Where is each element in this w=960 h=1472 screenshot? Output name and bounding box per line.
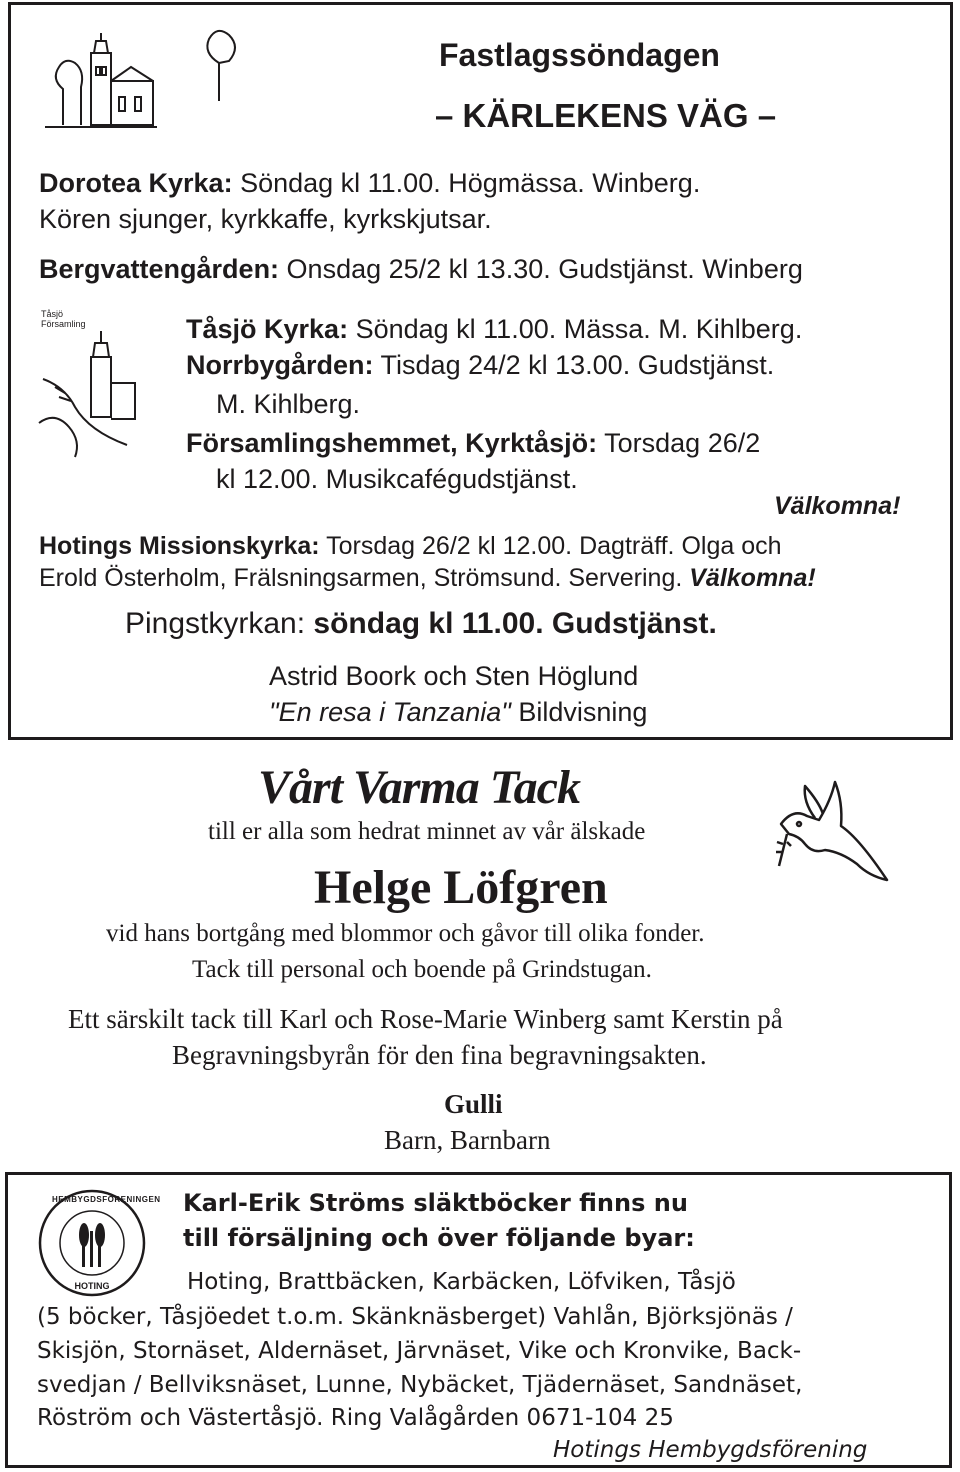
event-subtitle: – KÄRLEKENS VÄG – <box>435 97 777 134</box>
books-signature: Hotings Hembygdsförening <box>553 1437 868 1463</box>
thanks-line3: Tack till personal och boende på Grindstugan. <box>192 956 652 983</box>
dove-icon <box>775 780 895 890</box>
pingst-speakers: Astrid Boork och Sten Höglund <box>269 661 639 691</box>
valkomna-tasjo: Välkomna! <box>774 492 901 520</box>
signer-name: Gulli <box>444 1089 503 1119</box>
forsamlingshem-cont: kl 12.00. Musikcafégudstjänst. <box>216 464 578 494</box>
books-heading-1: Karl-Erik Ströms släktböcker finns nu <box>183 1189 688 1217</box>
books-line4: svedjan / Bellviksnäset, Lunne, Nybäcket, Tjädernäset, Sandnäset, <box>37 1372 803 1398</box>
thanks-line5: Begravningsbyrån för den fina begravningsakten. <box>172 1040 707 1070</box>
deceased-name: Helge Löfgren <box>314 861 608 914</box>
hembygd-logo <box>38 1189 161 1297</box>
books-line5: Röström och Västertåsjö. Ring Valågården 0671-104 25 <box>37 1405 674 1431</box>
hembygd-logo-text-top: HEMBYGDSFÖRENINGEN <box>52 1195 161 1204</box>
thanks-heading: Vårt Varma Tack <box>258 761 580 814</box>
dorotea-name: Dorotea Kyrka: <box>39 168 233 198</box>
tasjo-church-icon <box>35 327 147 467</box>
pingst-label: Pingstkyrkan: <box>125 607 314 640</box>
church-drawing-icon <box>41 27 159 135</box>
books-line3: Skisjön, Stornäset, Aldernäset, Järvnäset, Vike och Kronvike, Back- <box>37 1338 802 1364</box>
pingst-topic: "En resa i Tanzania" Bildvisning <box>269 697 648 727</box>
books-line2: (5 böcker, Tåsjöedet t.o.m. Skänknäsberget) Vahlån, Björksjönäs / <box>37 1304 793 1330</box>
books-box <box>5 1172 952 1468</box>
norrby-cont: M. Kihlberg. <box>216 389 361 419</box>
hotings-mission-line2: Erold Österholm, Frälsningsarmen, Strömsund. Servering. Välkomna! <box>39 564 816 592</box>
dorotea-line2: Kören sjunger, kyrkkaffe, kyrkskjutsar. <box>39 204 492 234</box>
bergvatten-name: Bergvattengården: <box>39 254 280 284</box>
norrby-name: Norrbygården: <box>186 350 374 380</box>
hotings-mission-name: Hotings Missionskyrka: <box>39 532 320 560</box>
event-title: Fastlagssöndagen <box>439 37 720 73</box>
signer-family: Barn, Barnbarn <box>384 1125 551 1155</box>
church-announcement-box <box>8 2 953 740</box>
tasjo-kyrka-name: Tåsjö Kyrka: <box>186 314 349 344</box>
forsamlingshem-line: Församlingshemmet, Kyrktåsjö: Torsdag 26/2 <box>186 428 761 458</box>
pingst-line: Pingstkyrkan: söndag kl 11.00. Gudstjänst. <box>125 607 717 640</box>
tasjo-kyrka-line: Tåsjö Kyrka: Söndag kl 11.00. Mässa. M. Kihlberg. <box>186 314 803 344</box>
thanks-line2: vid hans bortgång med blommor och gåvor till olika fonder. <box>106 920 705 947</box>
bergvatten-line: Bergvattengården: Onsdag 25/2 kl 13.30. Gudstjänst. Winberg <box>39 254 803 284</box>
tasjo-logo <box>35 309 147 469</box>
thanks-line4: Ett särskilt tack till Karl och Rose-Marie Winberg samt Kerstin på <box>68 1004 783 1034</box>
forsamlingshem-name: Församlingshemmet, Kyrktåsjö: <box>186 428 598 458</box>
hotings-mission-line1: Hotings Missionskyrka: Torsdag 26/2 kl 12.00. Dagträff. Olga och <box>39 532 782 560</box>
hembygd-logo-text-bottom: HOTING <box>74 1281 110 1291</box>
dorotea-line1: Dorotea Kyrka: Söndag kl 11.00. Högmässa. Winberg. <box>39 168 701 198</box>
books-heading-2: till försäljning och över följande byar: <box>183 1224 695 1252</box>
tree-drawing-icon <box>189 23 249 103</box>
norrby-line: Norrbygården: Tisdag 24/2 kl 13.00. Gudstjänst. <box>186 350 775 380</box>
tasjo-logo-text: Tåsjö Församling <box>41 309 86 329</box>
books-line1: Hoting, Brattbäcken, Karbäcken, Löfviken, Tåsjö <box>187 1269 736 1295</box>
thanks-line1: till er alla som hedrat minnet av vår älskade <box>208 818 646 845</box>
valkomna-mission: Välkomna! <box>689 564 816 592</box>
